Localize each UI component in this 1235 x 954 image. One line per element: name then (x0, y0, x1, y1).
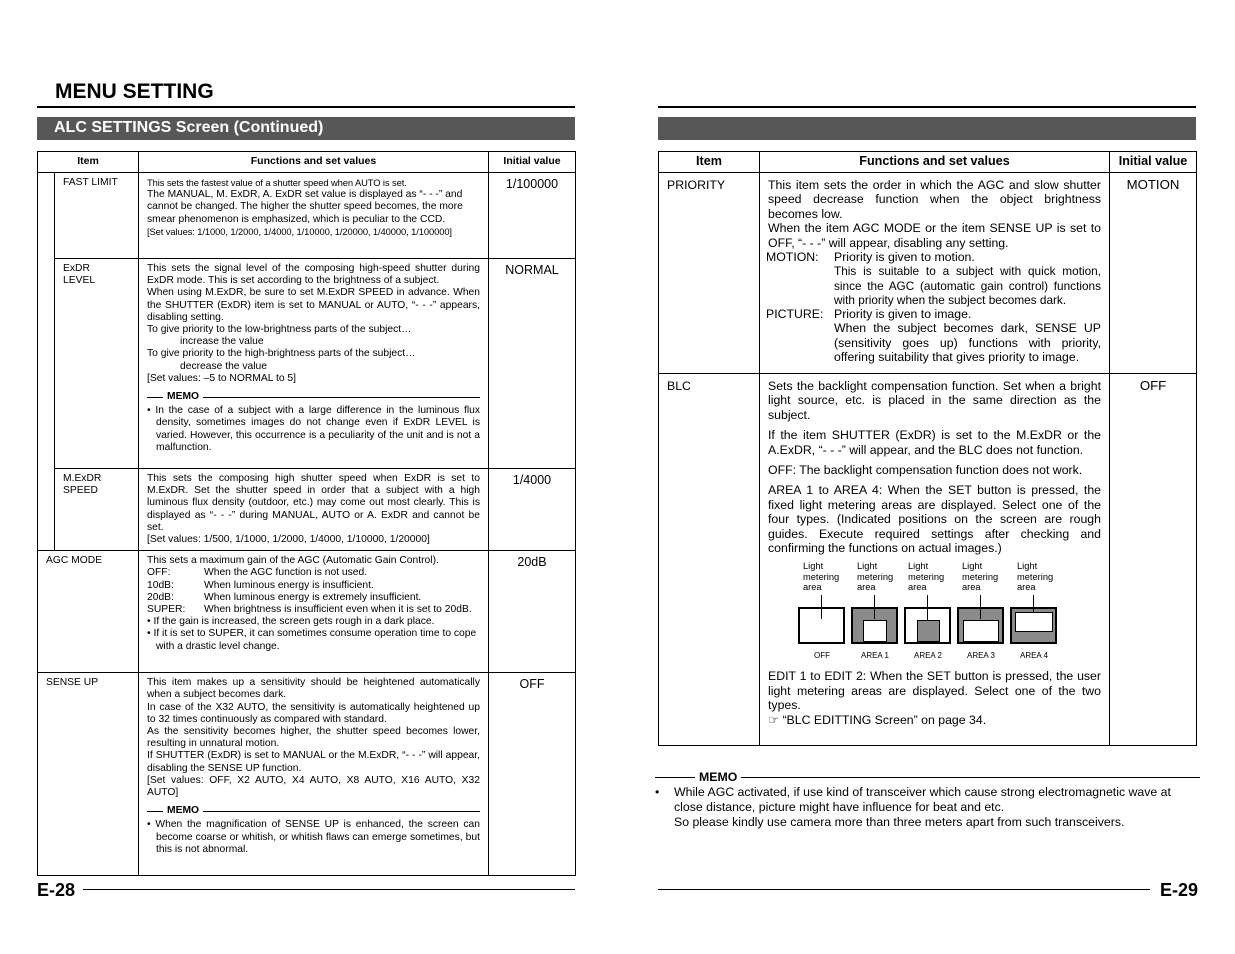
diagram-caption: AREA 2 (913, 651, 942, 661)
page-number-right: E-29 (1160, 880, 1199, 900)
light-metering-label: Light metering area (962, 561, 999, 593)
function-cell: This sets the composing high shutter speed when ExDR is set to M.ExDR. Set the shutter speed in order that a subject with a high luminous flux density (outdoor, etc.) may come out most clearly. This is displayed as “- - -” during MANUAL, AUTO or A. ExDR and cannot be set. [Set values: 1/500, 1/1000, 1/2000, 1/4000, 1/10000, 1/20000] (139, 469, 489, 551)
initial-value: 1/100000 (489, 173, 576, 259)
initial-value: OFF (1110, 374, 1197, 746)
function-cell: This sets a maximum gain of the AGC (Automatic Gain Control). OFF: When the AGC function is not used. 10dB: When luminous energy is insufficient. 20dB: When luminous energy is extremely insufficient. SUPER: When brightness is insufficient even when it is set to 20dB. • If the gain is increased, the screen gets rough in a dark place. • If it is set to SUPER, it can sometimes consume operation time to cope with a drastic level change. (139, 551, 489, 673)
item-label: BLC (659, 374, 760, 746)
footer-rule-right (658, 889, 1150, 890)
reference-icon: ☞ (768, 712, 780, 727)
header-item: Item (659, 152, 760, 173)
table-row-agc-mode (38, 551, 576, 673)
table-row-fast-limit (38, 173, 576, 259)
initial-value: MOTION (1110, 173, 1197, 374)
item-label: PRIORITY (659, 173, 760, 374)
memo-text: • In the case of a subject with a large difference in the luminous flux density, sometimes images do not change even if ExDR LEVEL is varied. However, this occurrence is a peculiarity of the unit and is not a malfunction. (147, 405, 480, 453)
header-initial: Initial value (1110, 152, 1197, 173)
function-cell: Sets the backlight compensation function. Set when a bright light source, etc. is placed in the same direction as the subject. If the item SHUTTER (ExDR) is set to the M.ExDR or the A.ExDR, “- - -” will appear, and the BLC does not function. OFF: The backlight compensation function does not work. AREA 1 to AREA 4: When the SET button is pressed, the fixed light metering areas are displayed. Select one of the four types. (Indicated positions on the screen are rough guides. Execute required settings after checking and confirming the functions on actual images.) Light metering area Light metering area Light metering area Light metering area Light metering area OFF AREA 1 AREA 2 AREA 3 AREA 4 EDIT 1 to EDIT 2: When the SET button is pressed, the user light metering areas are displayed. Select one of the two types. ☞ “BLC EDITTING Screen” on page 34. (760, 374, 1110, 746)
header-item: Item (38, 152, 139, 173)
initial-value: 20dB (489, 551, 576, 673)
group-indent-cell (38, 173, 55, 551)
page-number-left: E-28 (37, 880, 76, 900)
header-initial: Initial value (489, 152, 576, 173)
memo-heading: MEMO (147, 805, 480, 817)
settings-table-left (37, 151, 576, 876)
item-label: M.ExDR SPEED (55, 469, 139, 551)
initial-value: 1/4000 (489, 469, 576, 551)
initial-value: NORMAL (489, 259, 576, 469)
header-functions: Functions and set values (139, 152, 489, 173)
item-label: FAST LIMIT (55, 173, 139, 259)
light-metering-label: Light metering area (1017, 561, 1054, 593)
memo-heading: MEMO (147, 391, 480, 403)
memo-heading: MEMO (655, 770, 1200, 785)
function-cell: This sets the fastest value of a shutter speed when AUTO is set. The MANUAL, M. ExDR, A. ExDR set value is displayed as “- - -” and cannot be changed. The higher the shutter speed becomes, the more smear phenomenon is emphasized, which is peculiar to the CCD. [Set values: 1/1000, 1/2000, 1/4000, 1/10000, 1/20000, 1/40000, 1/100000] (139, 173, 489, 259)
diagram-caption: AREA 3 (966, 651, 995, 661)
memo-text: So please kindly use camera more than three meters apart from such transceivers. (674, 815, 1125, 829)
table-header-row (659, 152, 1197, 173)
initial-value: OFF (489, 673, 576, 876)
memo-text: While AGC activated, if use kind of transceiver which cause strong electromagnetic wave at close distance, picture might have influence for beat and etc. (674, 785, 1171, 814)
light-metering-diagram (768, 561, 1101, 669)
table-header-row (38, 152, 576, 173)
diagram-caption: OFF (814, 651, 830, 661)
agc-definitions: OFF: When the AGC function is not used. 10dB: When luminous energy is insufficient. 20dB: When luminous energy is extremely insufficient. SUPER: When brightness is insufficient even when it is set to 20dB. (147, 567, 472, 616)
page-title: MENU SETTING (55, 80, 214, 103)
section-bar-right (658, 117, 1196, 140)
memo-bullet: • (655, 785, 660, 799)
light-metering-label: Light metering area (908, 561, 945, 593)
table-row-blc (659, 374, 1197, 746)
footer-rule-left (83, 889, 575, 890)
header-functions: Functions and set values (760, 152, 1110, 173)
diagram-caption: AREA 4 (1019, 651, 1048, 661)
light-metering-label: Light metering area (857, 561, 894, 593)
table-row-sense-up (38, 673, 576, 876)
page-reference: ☞ “BLC EDITTING Screen” on page 34. (768, 712, 987, 727)
memo-section (655, 770, 1200, 830)
function-cell: This item sets the order in which the AGC and slow shutter speed decrease function when the object brightness becomes low. When the item AGC MODE or the item SENSE UP is set to OFF, “- - -” will appear, disabling any setting. MOTION: Priority is given to motion. This is suitable to a subject with quick motion, since the AGC (automatic gain control) functions with priority when the subject becomes dark. PICTURE: Priority is given to image. When the subject becomes dark, SENSE UP (sensitivity goes up) functions with priority, offering suitability that gives priority to image. (760, 173, 1110, 374)
diagram-caption: AREA 1 (860, 651, 889, 661)
table-row-priority (659, 173, 1197, 374)
item-label: SENSE UP (38, 673, 139, 876)
item-label: AGC MODE (38, 551, 139, 673)
table-row-exdr-level (38, 259, 576, 469)
section-bar-left: ALC SETTINGS Screen (Continued) (37, 117, 575, 140)
function-cell: This item makes up a sensitivity should be heightened automatically when a subject becomes dark. In case of the X32 AUTO, the sensitivity is automatically heightened up to 32 times continuously as compared with standard. As the sensitivity becomes higher, the shutter speed becomes lower, resulting in unnatural motion. If SHUTTER (ExDR) is set to MANUAL or the M.ExDR, “- - -” will appear, disabling the SENSE UP function. [Set values: OFF, X2 AUTO, X4 AUTO, X8 AUTO, X16 AUTO, X32 AUTO] MEMO • When the magnification of SENSE UP is enhanced, the screen can become coarse or whitish, or whitish flaws can emerge sometimes, but this is not abnormal. (139, 673, 489, 876)
table-row-mexdr-speed (38, 469, 576, 551)
memo-text: • When the magnification of SENSE UP is enhanced, the screen can become coarse or whitish, or whitish flaws can emerge sometimes, but this is not abnormal. (147, 819, 480, 855)
function-cell: This sets the signal level of the composing high-speed shutter during ExDR mode. This is set according to the brightness of a subject. When using M.ExDR, be sure to set M.ExDR SPEED in advance. When the SHUTTER (ExDR) item is set to MANUAL or AUTO, “- - -” appears, disabling setting. To give priority to the low-brightness parts of the subject… increase the value To give priority to the high-brightness parts of the subject… decrease the value [Set values: –5 to NORMAL to 5] MEMO • In the case of a subject with a large difference in the luminous flux density, sometimes images do not change even if ExDR LEVEL is varied. However, this occurrence is a peculiarity of the unit and is not a malfunction. (139, 259, 489, 469)
settings-table-right (658, 151, 1197, 746)
item-label: ExDR LEVEL (55, 259, 139, 469)
title-rule-right (658, 106, 1196, 108)
title-rule-left (37, 106, 575, 108)
light-metering-label: Light metering area (803, 561, 840, 593)
